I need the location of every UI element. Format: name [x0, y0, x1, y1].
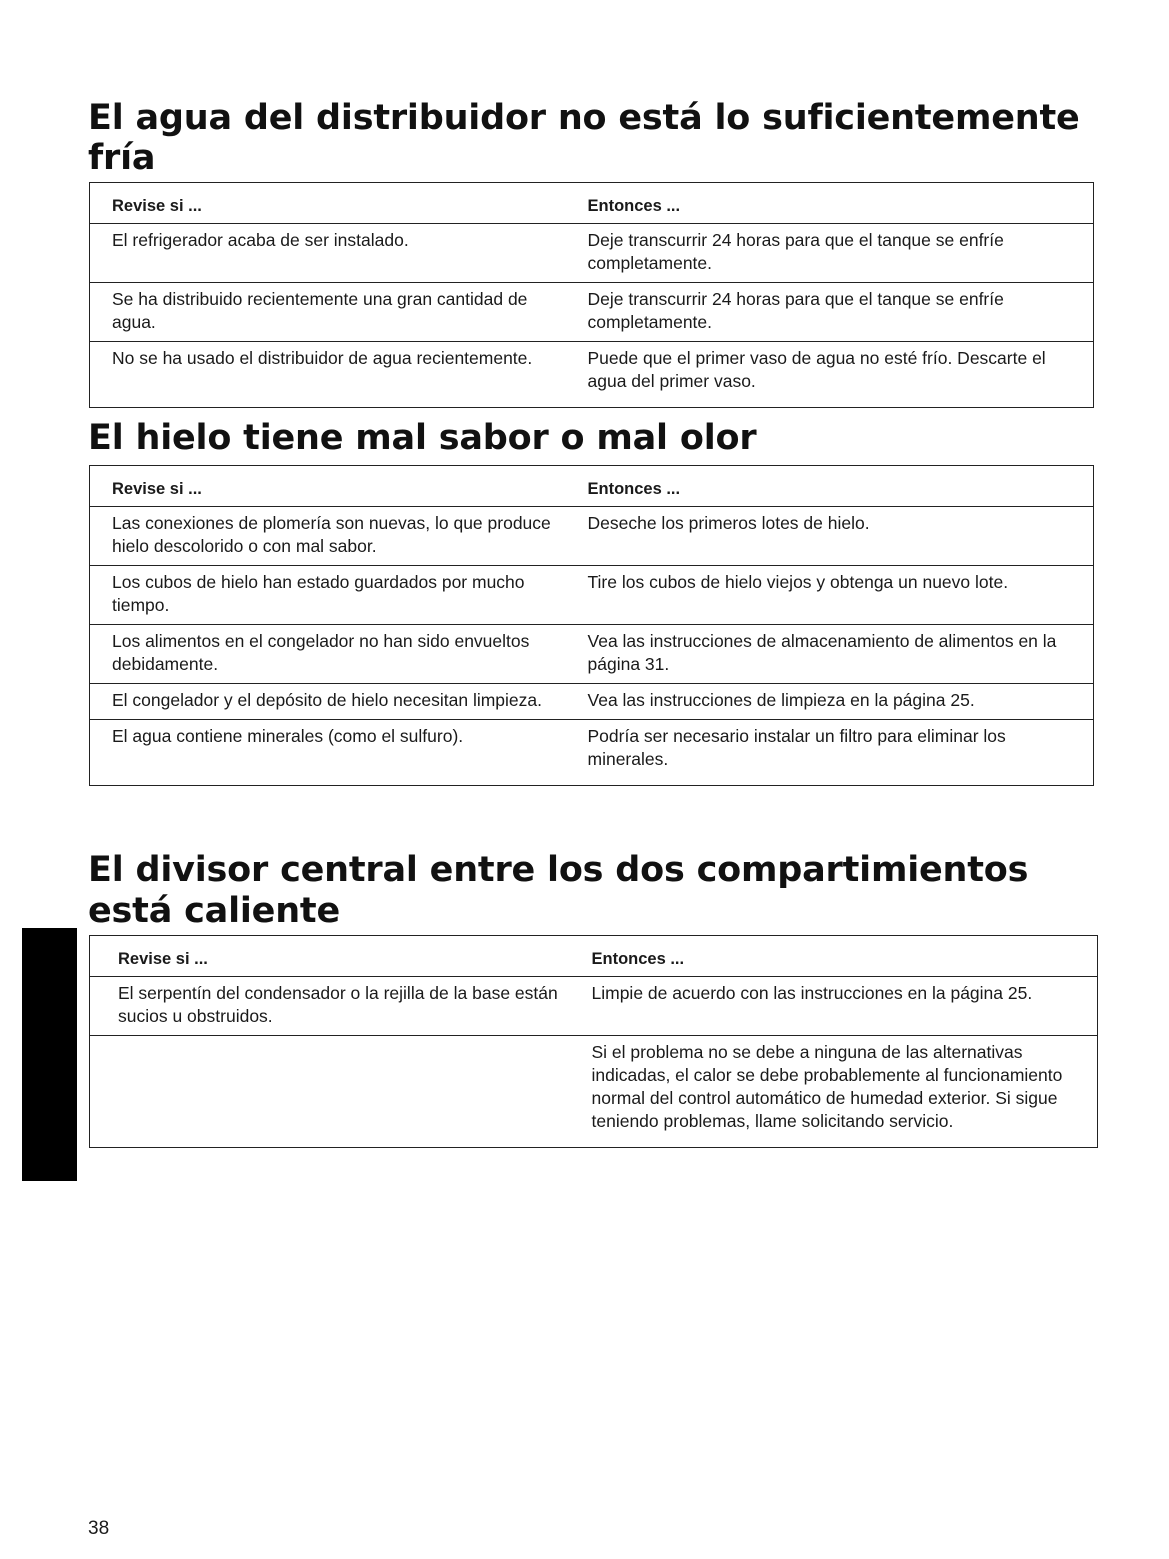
column-header-check: Revise si ... [90, 183, 582, 224]
check-cell: Se ha distribuido recientemente una gran cantidad de agua. [90, 283, 582, 342]
column-header-check: Revise si ... [90, 936, 586, 977]
troubleshooting-table [89, 182, 1094, 408]
check-cell: El refrigerador acaba de ser instalado. [90, 224, 582, 283]
then-cell: Vea las instrucciones de almacenamiento de alimentos en la página 31. [582, 625, 1094, 684]
then-cell: Deje transcurrir 24 horas para que el tanque se enfríe completamente. [582, 283, 1094, 342]
section-title: El agua del distribuidor no está lo suficientemente fría [88, 98, 1080, 178]
section-water-not-cold [88, 98, 1096, 408]
column-header-then: Entonces ... [586, 936, 1098, 977]
column-header-then: Entonces ... [582, 183, 1094, 224]
table-row [90, 977, 1098, 1036]
then-cell: Limpie de acuerdo con las instrucciones en la página 25. [586, 977, 1098, 1036]
table-row [90, 342, 1094, 408]
section-title: El divisor central entre los dos compartimientos está caliente [88, 850, 1029, 931]
check-cell: El congelador y el depósito de hielo necesitan limpieza. [90, 684, 582, 720]
table-row [90, 625, 1094, 684]
section-divider-warm [88, 850, 1096, 1148]
section-title: El hielo tiene mal sabor o mal olor [88, 418, 757, 458]
check-cell [90, 1036, 586, 1148]
check-cell: El serpentín del condensador o la rejilla de la base están sucios u obstruidos. [90, 977, 586, 1036]
then-cell: Si el problema no se debe a ninguna de las alternativas indicadas, el calor se debe probablemente al funcionamiento normal del control automático de humedad exterior. Si sigue teniendo problemas, llame solicitando servicio. [586, 1036, 1098, 1148]
then-cell: Deseche los primeros lotes de hielo. [582, 507, 1094, 566]
check-cell: El agua contiene minerales (como el sulfuro). [90, 720, 582, 786]
table-row [90, 224, 1094, 283]
table-header-row [90, 183, 1094, 224]
table-header-row [90, 936, 1098, 977]
table-row [90, 1036, 1098, 1148]
then-cell: Podría ser necesario instalar un filtro para eliminar los minerales. [582, 720, 1094, 786]
table-row [90, 507, 1094, 566]
check-cell: Las conexiones de plomería son nuevas, lo que produce hielo descolorido o con mal sabor. [90, 507, 582, 566]
then-cell: Vea las instrucciones de limpieza en la página 25. [582, 684, 1094, 720]
troubleshooting-table [89, 935, 1098, 1148]
table-row [90, 684, 1094, 720]
troubleshooting-table [89, 465, 1094, 786]
check-cell: Los alimentos en el congelador no han sido envueltos debidamente. [90, 625, 582, 684]
table-row [90, 720, 1094, 786]
then-cell: Tire los cubos de hielo viejos y obtenga un nuevo lote. [582, 566, 1094, 625]
column-header-check: Revise si ... [90, 466, 582, 507]
then-cell: Deje transcurrir 24 horas para que el tanque se enfríe completamente. [582, 224, 1094, 283]
check-cell: No se ha usado el distribuidor de agua recientemente. [90, 342, 582, 408]
table-row [90, 283, 1094, 342]
table-header-row [90, 466, 1094, 507]
chapter-side-tab [22, 928, 77, 1181]
table-row [90, 566, 1094, 625]
section-ice-bad-taste [88, 418, 1096, 786]
column-header-then: Entonces ... [582, 466, 1094, 507]
page-number: 38 [88, 1518, 110, 1539]
check-cell: Los cubos de hielo han estado guardados por mucho tiempo. [90, 566, 582, 625]
then-cell: Puede que el primer vaso de agua no esté frío. Descarte el agua del primer vaso. [582, 342, 1094, 408]
